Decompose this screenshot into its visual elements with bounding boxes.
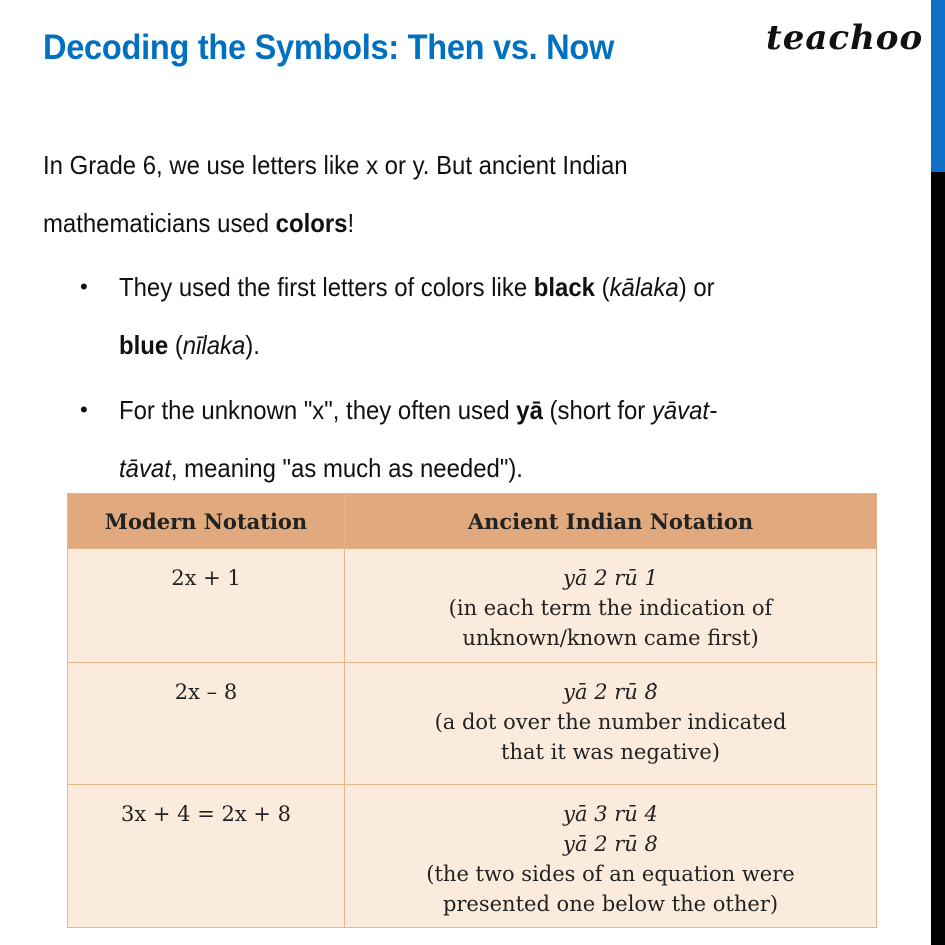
italic-term: kālaka [609, 272, 679, 302]
note-text: (in each term the indication of [448, 596, 773, 620]
bold-term: yā [516, 395, 543, 425]
bullet-line [119, 381, 856, 439]
intro-text: ! [347, 208, 355, 238]
modern-cell: 2x – 8 [68, 663, 345, 785]
bullet-dot-icon: • [80, 397, 88, 422]
bullet-item [80, 258, 920, 374]
ancient-cell [345, 549, 877, 663]
modern-cell: 2x + 1 [68, 549, 345, 663]
note-text: (a dot over the number indicated [434, 710, 787, 734]
text: ) or [678, 272, 715, 302]
header-ancient: Ancient Indian Notation [345, 494, 877, 549]
bullet-line [119, 439, 856, 497]
note-text: presented one below the other) [442, 892, 779, 916]
intro-text: mathematicians used [43, 208, 276, 238]
text: ( [594, 272, 610, 302]
ancient-cell [345, 663, 877, 785]
italic-term: nīlaka [182, 330, 246, 360]
side-accent-black [931, 172, 945, 945]
notation-table [67, 493, 877, 928]
bullet-line [119, 258, 856, 316]
modern-cell: 3x + 4 = 2x + 8 [68, 785, 345, 928]
header-modern: Modern Notation [68, 494, 345, 549]
text: For the unknown "x", they often used [119, 395, 517, 425]
table-row [68, 663, 877, 785]
bold-term: black [533, 272, 595, 302]
text: , meaning "as much as needed"). [170, 453, 523, 483]
italic-term: tāvat [119, 453, 171, 483]
table-row [68, 549, 877, 663]
note-text: that it was negative) [501, 740, 720, 764]
teachoo-logo: teachoo [766, 18, 924, 58]
ancient-notation: yā 2 rū 8̇ [563, 680, 658, 704]
ancient-notation: yā 2 rū 1 [563, 566, 658, 590]
bullet-item [80, 381, 920, 497]
bullet-list [80, 258, 920, 504]
text: They used the first letters of colors like [119, 272, 534, 302]
ancient-cell [345, 785, 877, 928]
table-row [68, 785, 877, 928]
text: (short for [542, 395, 652, 425]
italic-term: yāvat- [651, 395, 718, 425]
text: ( [168, 330, 183, 360]
note-text: (the two sides of an equation were [426, 862, 795, 886]
bold-term: blue [119, 330, 169, 360]
side-accent-blue [931, 0, 945, 172]
bullet-line [119, 316, 856, 374]
text: ). [245, 330, 260, 360]
ancient-notation: yā 2 rū 8 [563, 832, 658, 856]
intro-line-1: In Grade 6, we use letters like x or y. But ancient Indian [43, 150, 628, 180]
intro-line-2 [43, 194, 797, 252]
intro-paragraph [43, 136, 797, 252]
table-header-row [68, 494, 877, 549]
note-text: unknown/known came first) [462, 626, 759, 650]
page-title: Decoding the Symbols: Then vs. Now [43, 28, 615, 67]
ancient-notation: yā 3 rū 4 [563, 802, 658, 826]
bullet-dot-icon: • [80, 274, 88, 299]
intro-bold-colors: colors [275, 208, 348, 238]
